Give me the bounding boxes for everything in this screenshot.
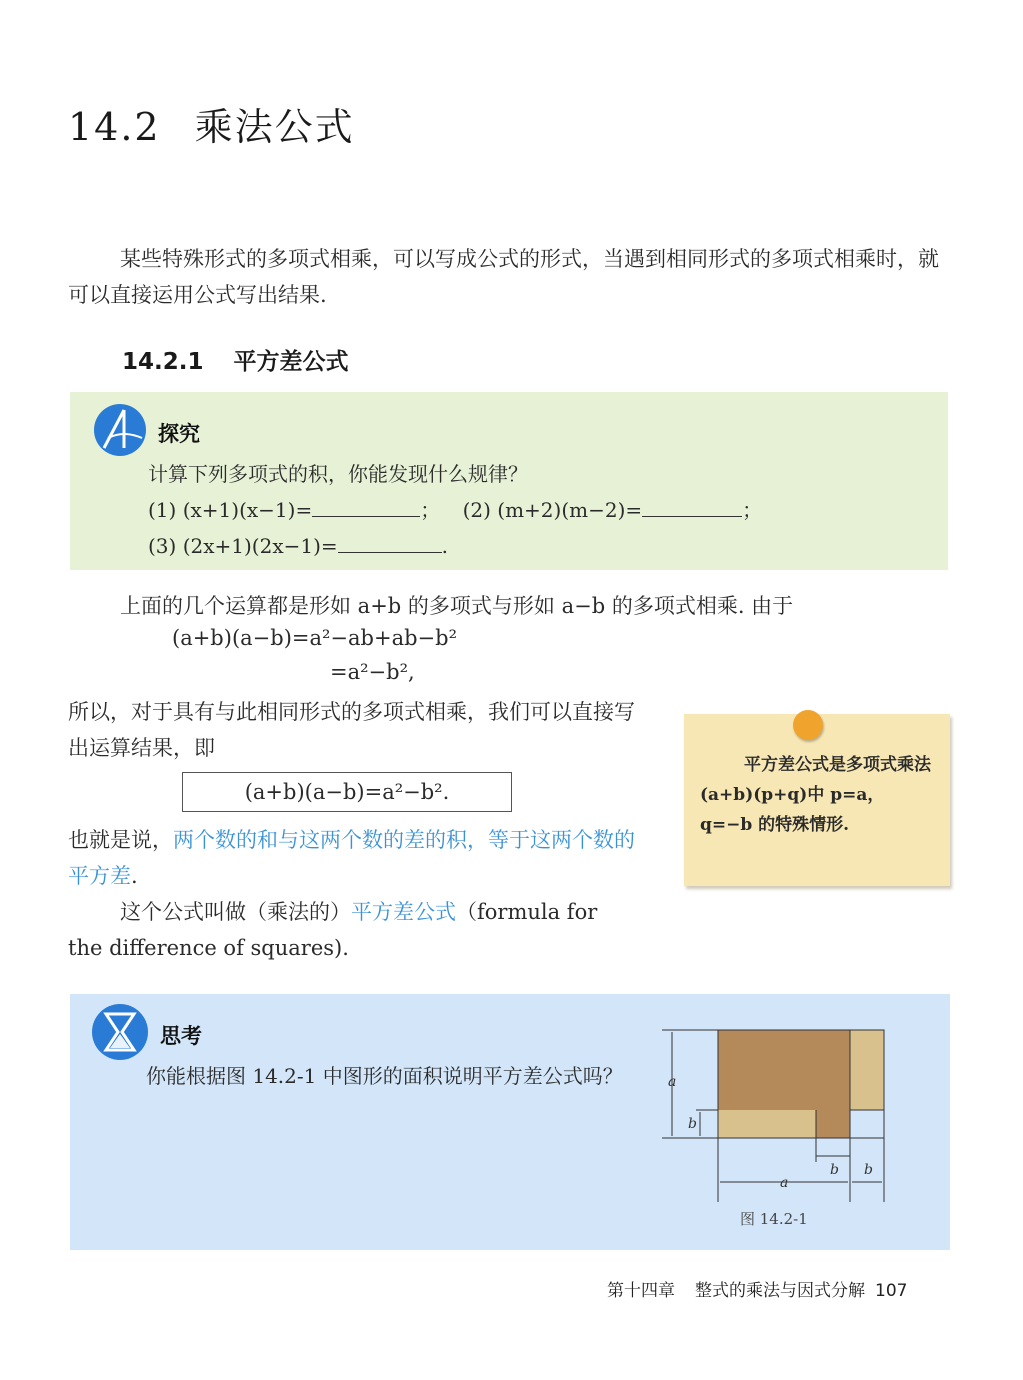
explore-items-row2: (3) (2x+1)(2x−1)= . [148,534,449,558]
explore-box [70,392,948,570]
restatement: 也就是说，两个数的和与这两个数的差的积，等于这两个数的平方差. [68,828,635,888]
think-label: 思考 [160,1024,202,1048]
pin-icon [793,710,823,740]
svg-text:b: b [830,1162,839,1178]
svg-text:a: a [780,1175,789,1191]
derivation-conclusion: 所以，对于具有与此相同形式的多项式相乘，我们可以直接写出运算结果，即 [68,700,635,760]
section-title-text: 乘法公式 [194,105,355,149]
svg-text:a: a [668,1074,677,1090]
explore-item-1-expr: (x+1)(x−1)= [182,498,313,522]
explore-item-1-index: (1) [148,498,177,522]
boxed-formula: (a+b)(a−b)=a²−b². [182,772,512,812]
explore-item-3-expr: (2x+1)(2x−1)= [182,534,338,558]
subsection-heading [122,343,349,376]
intro-paragraph: 某些特殊形式的多项式相乘，可以写成公式的形式，当遇到相同形式的多项式相乘时，就可以直接运用公式写出结果. [68,247,939,307]
page-footer [607,1276,907,1301]
subsection-title: 平方差公式 [233,349,349,375]
explore-item-2-index: (2) [462,498,491,522]
footer-chapter: 第十四章 [607,1281,675,1301]
hourglass-icon [92,1004,148,1060]
compass-icon [94,404,146,456]
side-note-text: 平方差公式是多项式乘法(a+b)(p+q)中 p=a，q=−b 的特殊情形. [700,755,931,835]
answer-blank-1[interactable] [312,498,420,517]
derivation-lead: 上面的几个运算都是形如 a+b 的多项式与形如 a−b 的多项式相乘. 由于 [120,594,794,618]
explore-item-2-expr: (m+2)(m−2)= [497,498,643,522]
page-number: 107 [875,1281,908,1301]
section-number: 14.2 [68,105,161,149]
svg-text:b: b [864,1162,873,1178]
explore-item-3-index: (3) [148,534,177,558]
explore-prompt: 计算下列多项式的积，你能发现什么规律？ [148,462,528,486]
formula-name-highlight: 平方差公式 [351,900,456,924]
svg-text:b: b [688,1116,697,1132]
think-box [70,994,950,1250]
formula-naming: 这个公式叫做（乘法的）平方差公式（formula for the difference of squares). [68,900,598,960]
answer-blank-2[interactable] [642,498,742,517]
derivation-line-1: (a+b)(a−b)=a²−ab+ab−b² [172,626,457,650]
area-figure [660,1022,900,1222]
figure-caption: 图 14.2-1 [740,1210,808,1228]
footer-chapter-title: 整式的乘法与因式分解 [695,1281,865,1301]
explore-label: 探究 [158,422,200,446]
subsection-number: 14.2.1 [122,349,204,375]
restatement-highlight: 两个数的和与这两个数的差的积，等于这两个数的平方差 [68,828,635,888]
think-question: 你能根据图 14.2-1 中图形的面积说明平方差公式吗？ [146,1064,623,1088]
section-title [68,96,355,151]
derivation-line-2: =a²−b², [330,660,415,684]
answer-blank-3[interactable] [338,534,442,553]
explore-items-row1: (1) (x+1)(x−1)= ； (2) (m+2)(m−2)= ； [148,498,763,522]
